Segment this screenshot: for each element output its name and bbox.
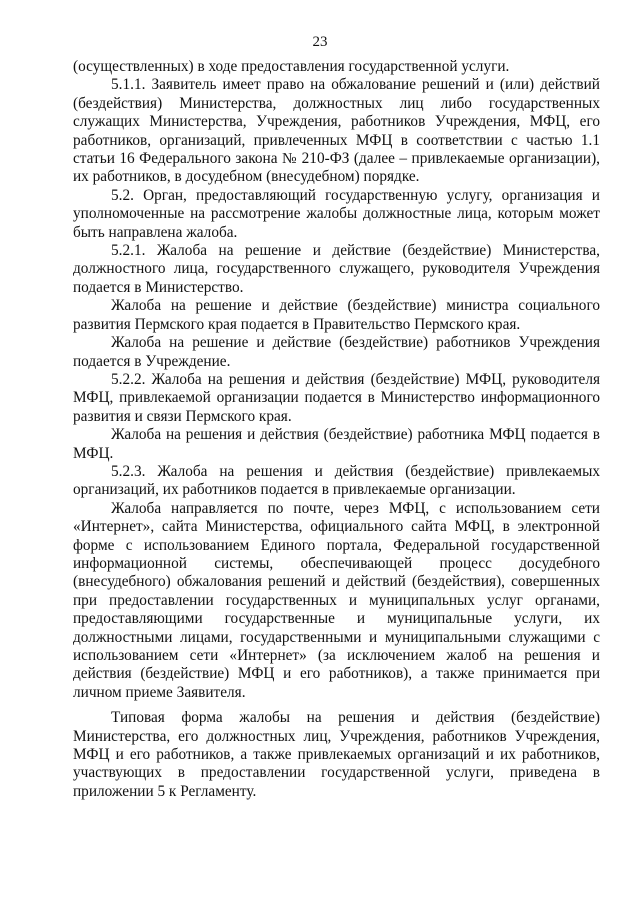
paragraph-5-1-1: 5.1.1. Заявитель имеет право на обжалование решений и (или) действий (бездействия) Министерства, должностных лиц либо государственных служащих Министерства, Учреждения, работников Учреждения, МФЦ, его работников, организаций, привлеченных МФЦ в соответствии с частью 1.1 статьи 16 Федерального закона № 210-ФЗ (далее – привлекаемые организации), их работников, в досудебном (внесудебном) порядке. <box>73 76 600 186</box>
paragraph-5-2: 5.2. Орган, предоставляющий государственную услугу, организация и уполномоченные на рассмотрение жалобы должностные лица, которым может быть направлена жалоба. <box>73 186 600 241</box>
paragraph-standard-form: Типовая форма жалобы на решения и действия (бездействие) Министерства, его должностных лиц, Учреждения, работников Учреждения, МФЦ и его работников, а также привлекаемых организаций и их работников, участвующих в предоставлении государственной услуги, приведена в приложении 5 к Регламенту. <box>73 709 600 800</box>
paragraph-5-2-3: 5.2.3. Жалоба на решения и действия (бездействие) привлекаемых организаций, их работников подается в привлекаемые организации. <box>73 462 600 499</box>
paragraph-5-2-2: 5.2.2. Жалоба на решения и действия (бездействие) МФЦ, руководителя МФЦ, привлекаемой организации подается в Министерство информационного развития и связи Пермского края. <box>73 370 600 425</box>
paragraph-minister-complaint: Жалоба на решение и действие (бездействие) министра социального развития Пермского края подается в Правительство Пермского края. <box>73 297 600 333</box>
paragraph-mfc-worker-complaint: Жалоба на решения и действия (бездействие) работника МФЦ подается в МФЦ. <box>73 426 600 462</box>
paragraph-institution-complaint: Жалоба на решение и действие (бездействие) работников Учреждения подается в Учреждение. <box>73 334 600 370</box>
document-body <box>73 58 600 801</box>
paragraph-submission-methods: Жалоба направляется по почте, через МФЦ, с использованием сети «Интернет», сайта Министерства, официального сайта МФЦ, в электронной форме с использованием Единого портала, Федеральной государственной информационной системы, обеспечивающей процесс досудебного (внесудебного) обжалования решений и действий (бездействия), совершенных при предоставлении государственных и муниципальных услуг органами, предоставляющими государственные и муниципальные услуги, их должностными лицами, государственными и муниципальными служащими с использованием сети «Интернет» (за исключением жалоб на решения и действия (бездействие) МФЦ и его работников), а также принимается при личном приеме Заявителя. <box>73 499 600 701</box>
paragraph-5-2-1: 5.2.1. Жалоба на решение и действие (бездействие) Министерства, должностного лица, государственного служащего, руководителя Учреждения подается в Министерство. <box>73 242 600 296</box>
page-number: 23 <box>312 34 328 50</box>
paragraph-continuation: (осуществленных) в ходе предоставления государственной услуги. <box>73 58 510 75</box>
